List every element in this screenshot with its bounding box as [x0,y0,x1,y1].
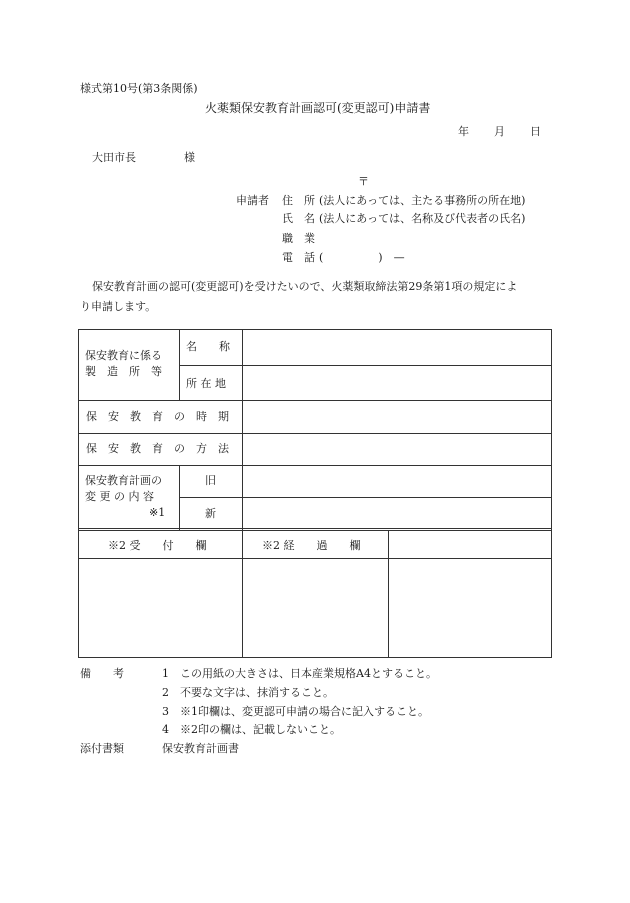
note-number: 1 [162,667,169,680]
form-number: 様式第10号(第3条関係) [80,82,198,95]
col-divider [179,329,180,400]
facility-label-line2: 製 造 所 等 [85,365,162,378]
notes-label: 備 考 [80,667,124,680]
occupation-label: 職 業 [282,232,315,245]
note-text: この用紙の大きさは、日本産業規格A4とすること。 [180,667,437,680]
receipt-header: ※2 受 付 欄 [108,539,207,552]
note-text: 不要な文字は、抹消すること。 [180,686,334,699]
phone-label: 電 話 [282,251,315,264]
location-cell-label: 所 在 地 [186,377,226,390]
attachments-value: 保安教育計画書 [162,742,239,755]
name-note: (法人にあっては、名称及び代表者の氏名) [319,212,526,225]
period-cell-label: 保 安 教 育 の 時 期 [86,410,229,423]
name-cell-label: 名 称 [186,340,230,353]
old-cell-label: 旧 [205,474,216,487]
new-cell-label: 新 [205,507,216,520]
row-divider [78,400,552,401]
progress-header: ※2 経 過 欄 [262,539,361,552]
change-mark: ※1 [149,506,166,519]
addressee-city: 大田市長 [92,151,136,164]
note-text: ※1印欄は、変更認可申請の場合に記入すること。 [180,705,429,718]
phone-format: ( ) — [319,251,405,264]
row-divider [78,558,552,559]
change-label-line1: 保安教育計画の [85,474,162,487]
method-cell-label: 保 安 教 育 の 方 法 [86,442,229,455]
double-divider [78,528,552,531]
name-label: 氏 名 [282,212,315,225]
note-number: 4 [162,723,169,736]
date-day: 日 [530,125,541,138]
date-year: 年 [458,125,469,138]
col-divider [388,531,389,658]
col-divider [242,531,243,658]
row-divider [78,433,552,434]
note-number: 3 [162,705,169,718]
note-text: ※2印の欄は、記載しないこと。 [180,723,341,736]
facility-label-line1: 保安教育に係る [85,349,162,362]
postal-mark: 〒 [358,175,369,188]
row-divider [179,497,552,498]
address-label: 住 所 [282,194,315,207]
row-divider [179,365,552,366]
note-number: 2 [162,686,169,699]
address-note: (法人にあっては、主たる事務所の所在地) [319,194,526,207]
body-line-2: り申請します。 [80,300,157,313]
body-line-1: 保安教育計画の認可(変更認可)を受けたいので、火薬類取締法第29条第1項の規定によ [92,280,518,293]
col-divider [242,329,243,530]
change-label-line2: 変 更 の 内 容 [85,490,154,503]
addressee-honorific: 様 [184,151,195,164]
applicant-label: 申請者 [236,194,269,207]
form-title: 火薬類保安教育計画認可(変更認可)申請書 [205,101,431,115]
row-divider [78,465,552,466]
attachments-label: 添付書類 [80,742,124,755]
date-month: 月 [494,125,505,138]
col-divider [179,465,180,530]
